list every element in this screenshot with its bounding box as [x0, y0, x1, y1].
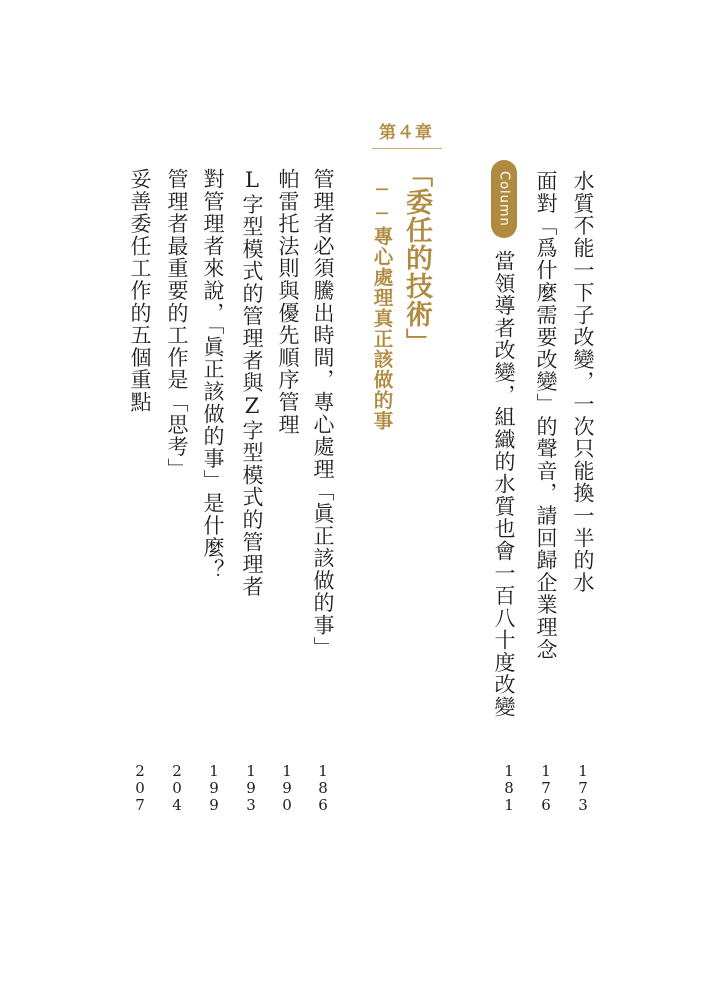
- toc-entry-title[interactable]: L字型模式的管理者與Z字型模式的管理者: [240, 168, 264, 598]
- chapter-subtitle: ──專心處理真正該做的事: [370, 178, 394, 431]
- toc-entry-title[interactable]: 管理者必須騰出時間，專心處理「眞正該做的事」: [311, 168, 335, 659]
- toc-entry-title[interactable]: 妥善委任工作的五個重點: [128, 168, 152, 414]
- chapter-number: 第４章: [379, 123, 433, 143]
- page-number: 2 0 4: [172, 762, 182, 814]
- page-number: 2 0 7: [135, 762, 145, 814]
- column-badge: [491, 160, 517, 238]
- toc-entry-title[interactable]: 對管理者來說，「眞正該做的事」是什麼？: [201, 168, 225, 582]
- toc-entry-title[interactable]: 當領導者改變，組織的水質也會一百八十度改變: [492, 250, 516, 719]
- page-number: 1 9 3: [246, 762, 256, 814]
- column-badge-label: Column: [496, 171, 512, 227]
- toc-entry-title[interactable]: 水質不能一下子改變，一次只能換一半的水: [571, 170, 595, 594]
- page-number: 1 9 9: [209, 762, 219, 814]
- toc-entry-title[interactable]: 帕雷托法則與優先順序管理: [276, 168, 300, 436]
- toc-entry-title[interactable]: 管理者最重要的工作是「思考」: [165, 168, 189, 481]
- toc-entry-title[interactable]: 面對「爲什麼需要改變」的聲音，請回歸企業理念: [534, 170, 558, 661]
- page-number: 1 9 0: [282, 762, 292, 814]
- chapter-divider: [372, 148, 442, 149]
- page-number: 1 8 1: [504, 762, 514, 814]
- page-number: 1 7 3: [578, 762, 588, 814]
- page-number: 1 7 6: [541, 762, 551, 814]
- chapter-title: 「委任的技術」: [401, 160, 432, 356]
- page-number: 1 8 6: [318, 762, 328, 814]
